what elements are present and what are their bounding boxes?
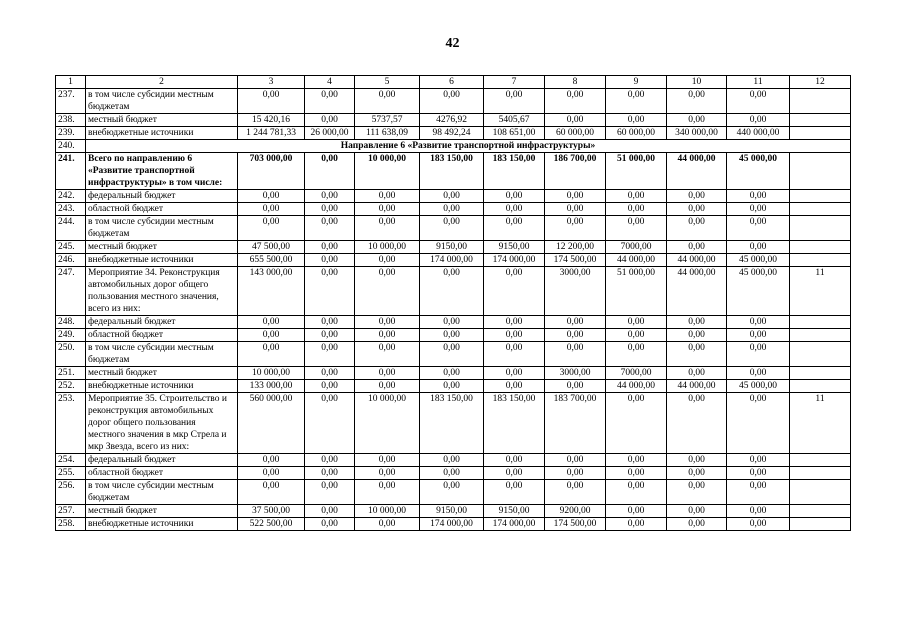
value-cell: 0,00 <box>420 342 484 367</box>
column-number: 1 <box>56 76 86 89</box>
value-cell: 0,00 <box>484 216 545 241</box>
value-cell: 0,00 <box>545 203 606 216</box>
performer-cell <box>790 367 851 380</box>
value-cell: 0,00 <box>606 316 667 329</box>
value-cell: 0,00 <box>238 342 305 367</box>
value-cell: 45 000,00 <box>727 267 790 316</box>
row-name: внебюджетные источники <box>86 518 238 531</box>
value-cell: 0,00 <box>606 480 667 505</box>
table-row <box>56 114 851 127</box>
row-name: областной бюджет <box>86 329 238 342</box>
value-cell: 0,00 <box>305 153 355 190</box>
value-cell: 174 500,00 <box>545 518 606 531</box>
value-cell: 0,00 <box>484 380 545 393</box>
value-cell: 0,00 <box>606 505 667 518</box>
value-cell: 0,00 <box>727 518 790 531</box>
value-cell: 143 000,00 <box>238 267 305 316</box>
value-cell: 0,00 <box>667 393 727 454</box>
value-cell: 44 000,00 <box>667 380 727 393</box>
budget-table <box>55 75 851 531</box>
value-cell: 0,00 <box>667 89 727 114</box>
table-row <box>56 127 851 140</box>
value-cell: 15 420,16 <box>238 114 305 127</box>
value-cell: 0,00 <box>545 380 606 393</box>
value-cell: 183 150,00 <box>420 393 484 454</box>
value-cell: 0,00 <box>238 203 305 216</box>
value-cell: 0,00 <box>305 114 355 127</box>
value-cell: 174 000,00 <box>420 518 484 531</box>
value-cell: 0,00 <box>305 329 355 342</box>
table-row <box>56 467 851 480</box>
value-cell: 0,00 <box>606 454 667 467</box>
value-cell: 0,00 <box>420 216 484 241</box>
value-cell: 0,00 <box>727 454 790 467</box>
value-cell: 0,00 <box>305 342 355 367</box>
performer-cell <box>790 518 851 531</box>
value-cell: 1 244 781,33 <box>238 127 305 140</box>
row-name: в том числе субсидии местным бюджетам <box>86 342 238 367</box>
value-cell: 0,00 <box>727 467 790 480</box>
value-cell: 0,00 <box>238 190 305 203</box>
value-cell: 174 000,00 <box>420 254 484 267</box>
value-cell: 0,00 <box>420 367 484 380</box>
value-cell: 183 150,00 <box>484 393 545 454</box>
value-cell: 0,00 <box>420 380 484 393</box>
performer-cell <box>790 316 851 329</box>
value-cell: 0,00 <box>727 505 790 518</box>
value-cell: 0,00 <box>667 203 727 216</box>
value-cell: 0,00 <box>727 190 790 203</box>
value-cell: 183 700,00 <box>545 393 606 454</box>
table-row <box>56 380 851 393</box>
value-cell: 111 638,09 <box>355 127 420 140</box>
row-name: внебюджетные источники <box>86 127 238 140</box>
performer-cell <box>790 380 851 393</box>
table-row <box>56 216 851 241</box>
row-number: 239. <box>56 127 86 140</box>
column-number: 2 <box>86 76 238 89</box>
value-cell: 0,00 <box>355 467 420 480</box>
value-cell: 0,00 <box>305 454 355 467</box>
row-name: местный бюджет <box>86 505 238 518</box>
value-cell: 0,00 <box>355 480 420 505</box>
performer-cell <box>790 127 851 140</box>
value-cell: 44 000,00 <box>606 254 667 267</box>
value-cell: 0,00 <box>238 216 305 241</box>
page-number: 42 <box>445 36 460 51</box>
value-cell: 183 150,00 <box>420 153 484 190</box>
value-cell: 45 000,00 <box>727 380 790 393</box>
value-cell: 0,00 <box>606 114 667 127</box>
row-number: 253. <box>56 393 86 454</box>
value-cell: 10 000,00 <box>355 393 420 454</box>
value-cell: 0,00 <box>484 316 545 329</box>
value-cell: 0,00 <box>606 203 667 216</box>
row-name: местный бюджет <box>86 114 238 127</box>
row-number: 250. <box>56 342 86 367</box>
value-cell: 0,00 <box>606 89 667 114</box>
value-cell: 0,00 <box>667 329 727 342</box>
value-cell: 0,00 <box>606 393 667 454</box>
table-row <box>56 480 851 505</box>
value-cell: 108 651,00 <box>484 127 545 140</box>
row-number: 247. <box>56 267 86 316</box>
value-cell: 7000,00 <box>606 367 667 380</box>
value-cell: 0,00 <box>545 190 606 203</box>
value-cell: 340 000,00 <box>667 127 727 140</box>
row-number: 242. <box>56 190 86 203</box>
value-cell: 0,00 <box>727 367 790 380</box>
value-cell: 60 000,00 <box>545 127 606 140</box>
row-number: 252. <box>56 380 86 393</box>
performer-cell <box>790 114 851 127</box>
value-cell: 0,00 <box>305 267 355 316</box>
value-cell: 47 500,00 <box>238 241 305 254</box>
row-number: 240. <box>56 140 86 153</box>
value-cell: 0,00 <box>420 316 484 329</box>
value-cell: 0,00 <box>727 329 790 342</box>
value-cell: 0,00 <box>727 393 790 454</box>
value-cell: 0,00 <box>305 89 355 114</box>
value-cell: 0,00 <box>305 467 355 480</box>
value-cell: 0,00 <box>606 518 667 531</box>
value-cell: 186 700,00 <box>545 153 606 190</box>
row-number: 249. <box>56 329 86 342</box>
value-cell: 98 492,24 <box>420 127 484 140</box>
value-cell: 0,00 <box>355 254 420 267</box>
table-row <box>56 89 851 114</box>
value-cell: 0,00 <box>667 114 727 127</box>
value-cell: 0,00 <box>484 367 545 380</box>
value-cell: 4276,92 <box>420 114 484 127</box>
row-name: Мероприятие 35. Строительство и реконструкция автомобильных дорог общего пользования местного значения в мкр Стрела и мкр Звезда, всего из них: <box>86 393 238 454</box>
value-cell: 0,00 <box>727 114 790 127</box>
value-cell: 0,00 <box>355 267 420 316</box>
value-cell: 0,00 <box>305 216 355 241</box>
row-name: в том числе субсидии местным бюджетам <box>86 480 238 505</box>
value-cell: 0,00 <box>305 518 355 531</box>
row-number: 256. <box>56 480 86 505</box>
value-cell: 0,00 <box>355 380 420 393</box>
row-number: 257. <box>56 505 86 518</box>
column-number: 11 <box>727 76 790 89</box>
value-cell: 0,00 <box>238 316 305 329</box>
value-cell: 0,00 <box>305 505 355 518</box>
row-name: областной бюджет <box>86 467 238 480</box>
value-cell: 9150,00 <box>484 505 545 518</box>
value-cell: 0,00 <box>606 190 667 203</box>
value-cell: 0,00 <box>606 329 667 342</box>
column-number: 6 <box>420 76 484 89</box>
value-cell: 0,00 <box>305 241 355 254</box>
row-name: федеральный бюджет <box>86 316 238 329</box>
value-cell: 0,00 <box>484 467 545 480</box>
section-title: Направление 6 «Развитие транспортной инфраструктуры» <box>86 140 851 153</box>
column-number-row <box>56 76 851 89</box>
value-cell: 0,00 <box>667 216 727 241</box>
value-cell: 0,00 <box>355 89 420 114</box>
value-cell: 0,00 <box>545 216 606 241</box>
value-cell: 0,00 <box>727 203 790 216</box>
value-cell: 5737,57 <box>355 114 420 127</box>
value-cell: 45 000,00 <box>727 153 790 190</box>
row-number: 241. <box>56 153 86 190</box>
value-cell: 0,00 <box>667 342 727 367</box>
performer-cell <box>790 254 851 267</box>
row-name: местный бюджет <box>86 241 238 254</box>
value-cell: 0,00 <box>305 367 355 380</box>
row-number: 245. <box>56 241 86 254</box>
value-cell: 0,00 <box>238 329 305 342</box>
value-cell: 0,00 <box>305 190 355 203</box>
value-cell: 0,00 <box>667 454 727 467</box>
value-cell: 0,00 <box>545 342 606 367</box>
value-cell: 0,00 <box>238 89 305 114</box>
value-cell: 5405,67 <box>484 114 545 127</box>
value-cell: 0,00 <box>420 203 484 216</box>
value-cell: 0,00 <box>355 329 420 342</box>
performer-cell <box>790 190 851 203</box>
performer-cell <box>790 505 851 518</box>
row-number: 255. <box>56 467 86 480</box>
value-cell: 3000,00 <box>545 367 606 380</box>
performer-cell <box>790 329 851 342</box>
value-cell: 0,00 <box>355 203 420 216</box>
value-cell: 0,00 <box>606 342 667 367</box>
value-cell: 0,00 <box>484 454 545 467</box>
table-row <box>56 518 851 531</box>
section-row <box>56 140 851 153</box>
value-cell: 0,00 <box>305 480 355 505</box>
column-number: 5 <box>355 76 420 89</box>
value-cell: 26 000,00 <box>305 127 355 140</box>
value-cell: 0,00 <box>727 241 790 254</box>
value-cell: 0,00 <box>355 190 420 203</box>
performer-cell <box>790 467 851 480</box>
value-cell: 10 000,00 <box>355 153 420 190</box>
row-number: 251. <box>56 367 86 380</box>
table-row <box>56 267 851 316</box>
value-cell: 0,00 <box>545 316 606 329</box>
value-cell: 174 500,00 <box>545 254 606 267</box>
row-name: федеральный бюджет <box>86 190 238 203</box>
value-cell: 0,00 <box>727 316 790 329</box>
row-name: в том числе субсидии местным бюджетам <box>86 216 238 241</box>
row-number: 243. <box>56 203 86 216</box>
value-cell: 10 000,00 <box>238 367 305 380</box>
value-cell: 440 000,00 <box>727 127 790 140</box>
value-cell: 0,00 <box>667 518 727 531</box>
performer-cell <box>790 241 851 254</box>
table-row <box>56 393 851 454</box>
value-cell: 0,00 <box>545 114 606 127</box>
row-name: Мероприятие 34. Реконструкция автомобильных дорог общего пользования местного значения, всего из них: <box>86 267 238 316</box>
performer-cell <box>790 203 851 216</box>
value-cell: 0,00 <box>727 342 790 367</box>
column-number: 3 <box>238 76 305 89</box>
performer-cell <box>790 153 851 190</box>
row-name: федеральный бюджет <box>86 454 238 467</box>
table-row <box>56 190 851 203</box>
row-number: 238. <box>56 114 86 127</box>
table-row <box>56 367 851 380</box>
value-cell: 7000,00 <box>606 241 667 254</box>
value-cell: 0,00 <box>606 467 667 480</box>
value-cell: 0,00 <box>727 216 790 241</box>
table-row <box>56 254 851 267</box>
value-cell: 174 000,00 <box>484 518 545 531</box>
value-cell: 0,00 <box>305 254 355 267</box>
row-number: 237. <box>56 89 86 114</box>
value-cell: 560 000,00 <box>238 393 305 454</box>
value-cell: 522 500,00 <box>238 518 305 531</box>
table-row <box>56 342 851 367</box>
row-name: внебюджетные источники <box>86 380 238 393</box>
row-number: 244. <box>56 216 86 241</box>
value-cell: 9150,00 <box>420 241 484 254</box>
value-cell: 0,00 <box>667 316 727 329</box>
table-row <box>56 329 851 342</box>
value-cell: 44 000,00 <box>667 254 727 267</box>
value-cell: 174 000,00 <box>484 254 545 267</box>
value-cell: 0,00 <box>420 467 484 480</box>
value-cell: 0,00 <box>545 467 606 480</box>
value-cell: 0,00 <box>667 367 727 380</box>
value-cell: 37 500,00 <box>238 505 305 518</box>
value-cell: 703 000,00 <box>238 153 305 190</box>
table-row <box>56 316 851 329</box>
value-cell: 0,00 <box>727 480 790 505</box>
value-cell: 0,00 <box>545 480 606 505</box>
column-number: 10 <box>667 76 727 89</box>
value-cell: 0,00 <box>420 480 484 505</box>
value-cell: 0,00 <box>355 518 420 531</box>
value-cell: 0,00 <box>484 89 545 114</box>
value-cell: 0,00 <box>238 480 305 505</box>
value-cell: 0,00 <box>484 190 545 203</box>
value-cell: 9150,00 <box>484 241 545 254</box>
value-cell: 9200,00 <box>545 505 606 518</box>
table-row <box>56 454 851 467</box>
value-cell: 0,00 <box>667 480 727 505</box>
value-cell: 3000,00 <box>545 267 606 316</box>
value-cell: 44 000,00 <box>667 267 727 316</box>
value-cell: 0,00 <box>606 216 667 241</box>
value-cell: 51 000,00 <box>606 267 667 316</box>
row-number: 254. <box>56 454 86 467</box>
table-row <box>56 153 851 190</box>
row-name: местный бюджет <box>86 367 238 380</box>
value-cell: 0,00 <box>667 467 727 480</box>
value-cell: 0,00 <box>667 505 727 518</box>
value-cell: 9150,00 <box>420 505 484 518</box>
value-cell: 655 500,00 <box>238 254 305 267</box>
value-cell: 0,00 <box>305 393 355 454</box>
value-cell: 0,00 <box>420 89 484 114</box>
performer-cell <box>790 89 851 114</box>
value-cell: 0,00 <box>305 203 355 216</box>
value-cell: 0,00 <box>667 190 727 203</box>
row-name: областной бюджет <box>86 203 238 216</box>
value-cell: 0,00 <box>727 89 790 114</box>
table-row <box>56 505 851 518</box>
value-cell: 0,00 <box>420 190 484 203</box>
value-cell: 0,00 <box>420 329 484 342</box>
row-name: Всего по направлению 6 «Развитие транспортной инфраструктуры» в том числе: <box>86 153 238 190</box>
row-number: 258. <box>56 518 86 531</box>
value-cell: 0,00 <box>484 329 545 342</box>
performer-cell: 11 <box>790 267 851 316</box>
row-number: 246. <box>56 254 86 267</box>
value-cell: 44 000,00 <box>667 153 727 190</box>
performer-cell <box>790 216 851 241</box>
value-cell: 0,00 <box>355 316 420 329</box>
column-number: 7 <box>484 76 545 89</box>
value-cell: 0,00 <box>355 454 420 467</box>
value-cell: 0,00 <box>420 454 484 467</box>
value-cell: 0,00 <box>484 342 545 367</box>
value-cell: 0,00 <box>238 454 305 467</box>
value-cell: 12 200,00 <box>545 241 606 254</box>
row-name: внебюджетные источники <box>86 254 238 267</box>
column-number: 8 <box>545 76 606 89</box>
value-cell: 44 000,00 <box>606 380 667 393</box>
column-number: 4 <box>305 76 355 89</box>
performer-cell <box>790 342 851 367</box>
value-cell: 51 000,00 <box>606 153 667 190</box>
column-number: 12 <box>790 76 851 89</box>
value-cell: 183 150,00 <box>484 153 545 190</box>
value-cell: 0,00 <box>420 267 484 316</box>
row-number: 248. <box>56 316 86 329</box>
value-cell: 0,00 <box>545 454 606 467</box>
value-cell: 0,00 <box>667 241 727 254</box>
value-cell: 10 000,00 <box>355 505 420 518</box>
value-cell: 0,00 <box>545 89 606 114</box>
value-cell: 60 000,00 <box>606 127 667 140</box>
value-cell: 0,00 <box>545 329 606 342</box>
table-row <box>56 241 851 254</box>
value-cell: 0,00 <box>305 316 355 329</box>
value-cell: 0,00 <box>305 380 355 393</box>
column-number: 9 <box>606 76 667 89</box>
performer-cell <box>790 454 851 467</box>
performer-cell <box>790 480 851 505</box>
value-cell: 0,00 <box>484 267 545 316</box>
value-cell: 45 000,00 <box>727 254 790 267</box>
value-cell: 133 000,00 <box>238 380 305 393</box>
value-cell: 0,00 <box>355 216 420 241</box>
row-name: в том числе субсидии местным бюджетам <box>86 89 238 114</box>
value-cell: 0,00 <box>484 203 545 216</box>
value-cell: 0,00 <box>355 367 420 380</box>
performer-cell: 11 <box>790 393 851 454</box>
value-cell: 0,00 <box>355 342 420 367</box>
value-cell: 10 000,00 <box>355 241 420 254</box>
table-row <box>56 203 851 216</box>
value-cell: 0,00 <box>484 480 545 505</box>
value-cell: 0,00 <box>238 467 305 480</box>
